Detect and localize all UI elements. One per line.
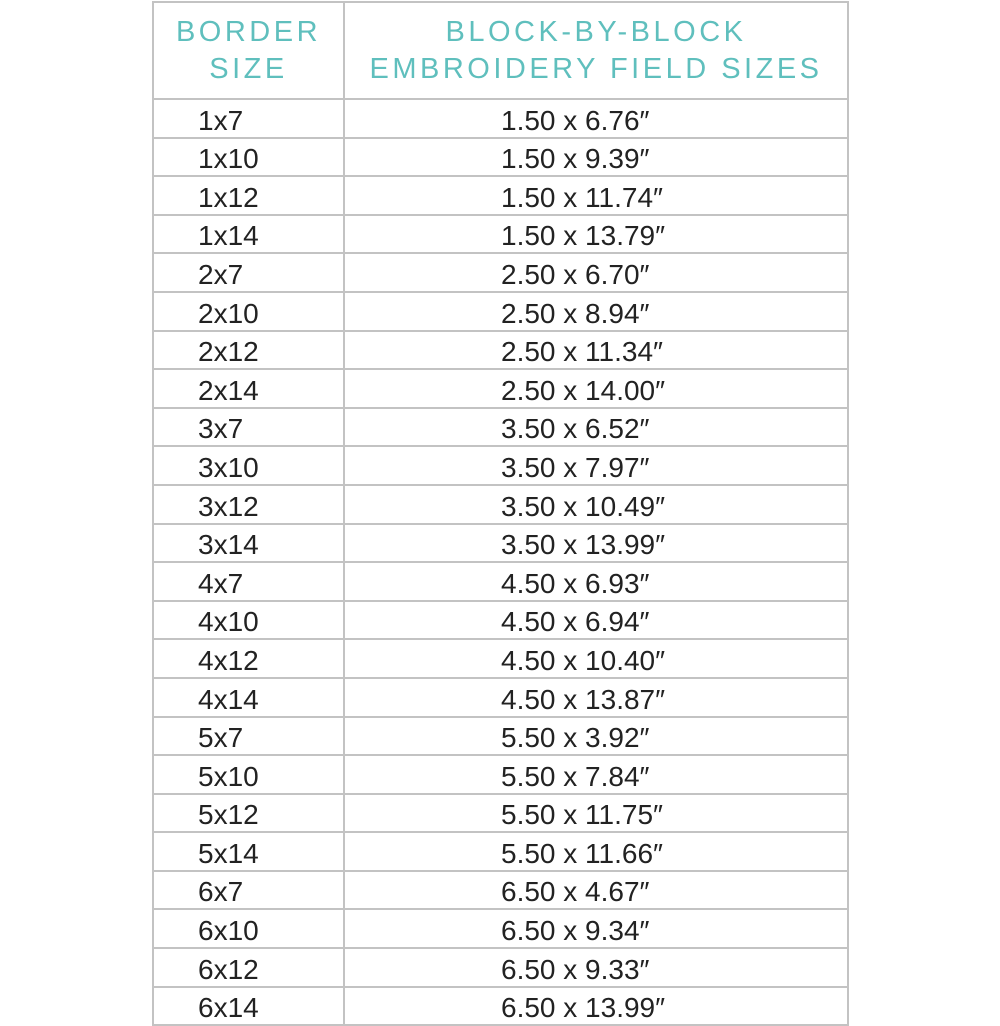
table-row — [153, 601, 848, 640]
table-row — [153, 331, 848, 370]
border-size-cell: 5x14 — [153, 832, 344, 871]
field-size-cell: 5.50 x 11.75″ — [344, 794, 848, 833]
table-row — [153, 292, 848, 331]
border-size-cell: 2x12 — [153, 331, 344, 370]
header-row — [153, 2, 848, 99]
border-size-cell: 1x12 — [153, 176, 344, 215]
table-header — [153, 2, 848, 99]
field-size-cell: 6.50 x 9.34″ — [344, 909, 848, 948]
field-size-cell: 1.50 x 11.74″ — [344, 176, 848, 215]
border-size-cell: 3x12 — [153, 485, 344, 524]
field-size-cell: 2.50 x 8.94″ — [344, 292, 848, 331]
table-row — [153, 138, 848, 177]
border-size-header-line1: BORDER — [175, 15, 322, 48]
field-size-cell: 6.50 x 13.99″ — [344, 987, 848, 1026]
field-size-cell: 1.50 x 6.76″ — [344, 99, 848, 138]
border-size-cell: 1x7 — [153, 99, 344, 138]
border-size-cell: 1x14 — [153, 215, 344, 254]
border-size-cell: 6x7 — [153, 871, 344, 910]
field-size-cell: 3.50 x 10.49″ — [344, 485, 848, 524]
border-size-header — [153, 2, 344, 99]
table-row — [153, 755, 848, 794]
field-size-header-line2: EMBROIDERY FIELD SIZES — [369, 52, 823, 85]
table-row — [153, 446, 848, 485]
field-size-cell: 6.50 x 9.33″ — [344, 948, 848, 987]
border-size-header-line2: SIZE — [209, 52, 288, 85]
field-size-cell: 1.50 x 13.79″ — [344, 215, 848, 254]
table-row — [153, 717, 848, 756]
border-size-cell: 4x14 — [153, 678, 344, 717]
field-size-cell: 4.50 x 6.93″ — [344, 562, 848, 601]
border-size-cell: 4x7 — [153, 562, 344, 601]
table-row — [153, 485, 848, 524]
field-size-cell: 2.50 x 11.34″ — [344, 331, 848, 370]
field-size-cell: 2.50 x 14.00″ — [344, 369, 848, 408]
border-size-cell: 5x10 — [153, 755, 344, 794]
field-size-header-line1: BLOCK-BY-BLOCK — [445, 15, 747, 48]
field-size-cell: 5.50 x 3.92″ — [344, 717, 848, 756]
border-size-cell: 2x10 — [153, 292, 344, 331]
table-row — [153, 678, 848, 717]
border-size-cell: 5x12 — [153, 794, 344, 833]
field-size-cell: 5.50 x 11.66″ — [344, 832, 848, 871]
table-row — [153, 794, 848, 833]
table-body — [153, 99, 848, 1025]
border-size-cell: 6x12 — [153, 948, 344, 987]
table-row — [153, 253, 848, 292]
border-size-cell: 4x10 — [153, 601, 344, 640]
table-row — [153, 987, 848, 1026]
field-size-header — [344, 2, 848, 99]
field-size-cell: 4.50 x 10.40″ — [344, 639, 848, 678]
table-row — [153, 524, 848, 563]
table-row — [153, 909, 848, 948]
table-row — [153, 215, 848, 254]
field-size-cell: 5.50 x 7.84″ — [344, 755, 848, 794]
field-size-cell: 4.50 x 6.94″ — [344, 601, 848, 640]
table-row — [153, 948, 848, 987]
field-size-cell: 6.50 x 4.67″ — [344, 871, 848, 910]
field-size-cell: 3.50 x 7.97″ — [344, 446, 848, 485]
field-size-cell: 4.50 x 13.87″ — [344, 678, 848, 717]
field-size-cell: 1.50 x 9.39″ — [344, 138, 848, 177]
table-row — [153, 408, 848, 447]
table-row — [153, 99, 848, 138]
border-size-cell: 2x14 — [153, 369, 344, 408]
border-size-cell: 3x10 — [153, 446, 344, 485]
border-size-cell: 1x10 — [153, 138, 344, 177]
border-size-cell: 3x7 — [153, 408, 344, 447]
table-row — [153, 639, 848, 678]
table-row — [153, 562, 848, 601]
field-size-cell: 3.50 x 13.99″ — [344, 524, 848, 563]
border-size-cell: 4x12 — [153, 639, 344, 678]
table-row — [153, 832, 848, 871]
field-size-cell: 3.50 x 6.52″ — [344, 408, 848, 447]
field-size-cell: 2.50 x 6.70″ — [344, 253, 848, 292]
border-size-cell: 2x7 — [153, 253, 344, 292]
table-row — [153, 871, 848, 910]
table-row — [153, 176, 848, 215]
border-size-cell: 3x14 — [153, 524, 344, 563]
table-row — [153, 369, 848, 408]
border-size-cell: 5x7 — [153, 717, 344, 756]
border-size-cell: 6x14 — [153, 987, 344, 1026]
embroidery-size-table — [152, 1, 849, 1026]
border-size-cell: 6x10 — [153, 909, 344, 948]
